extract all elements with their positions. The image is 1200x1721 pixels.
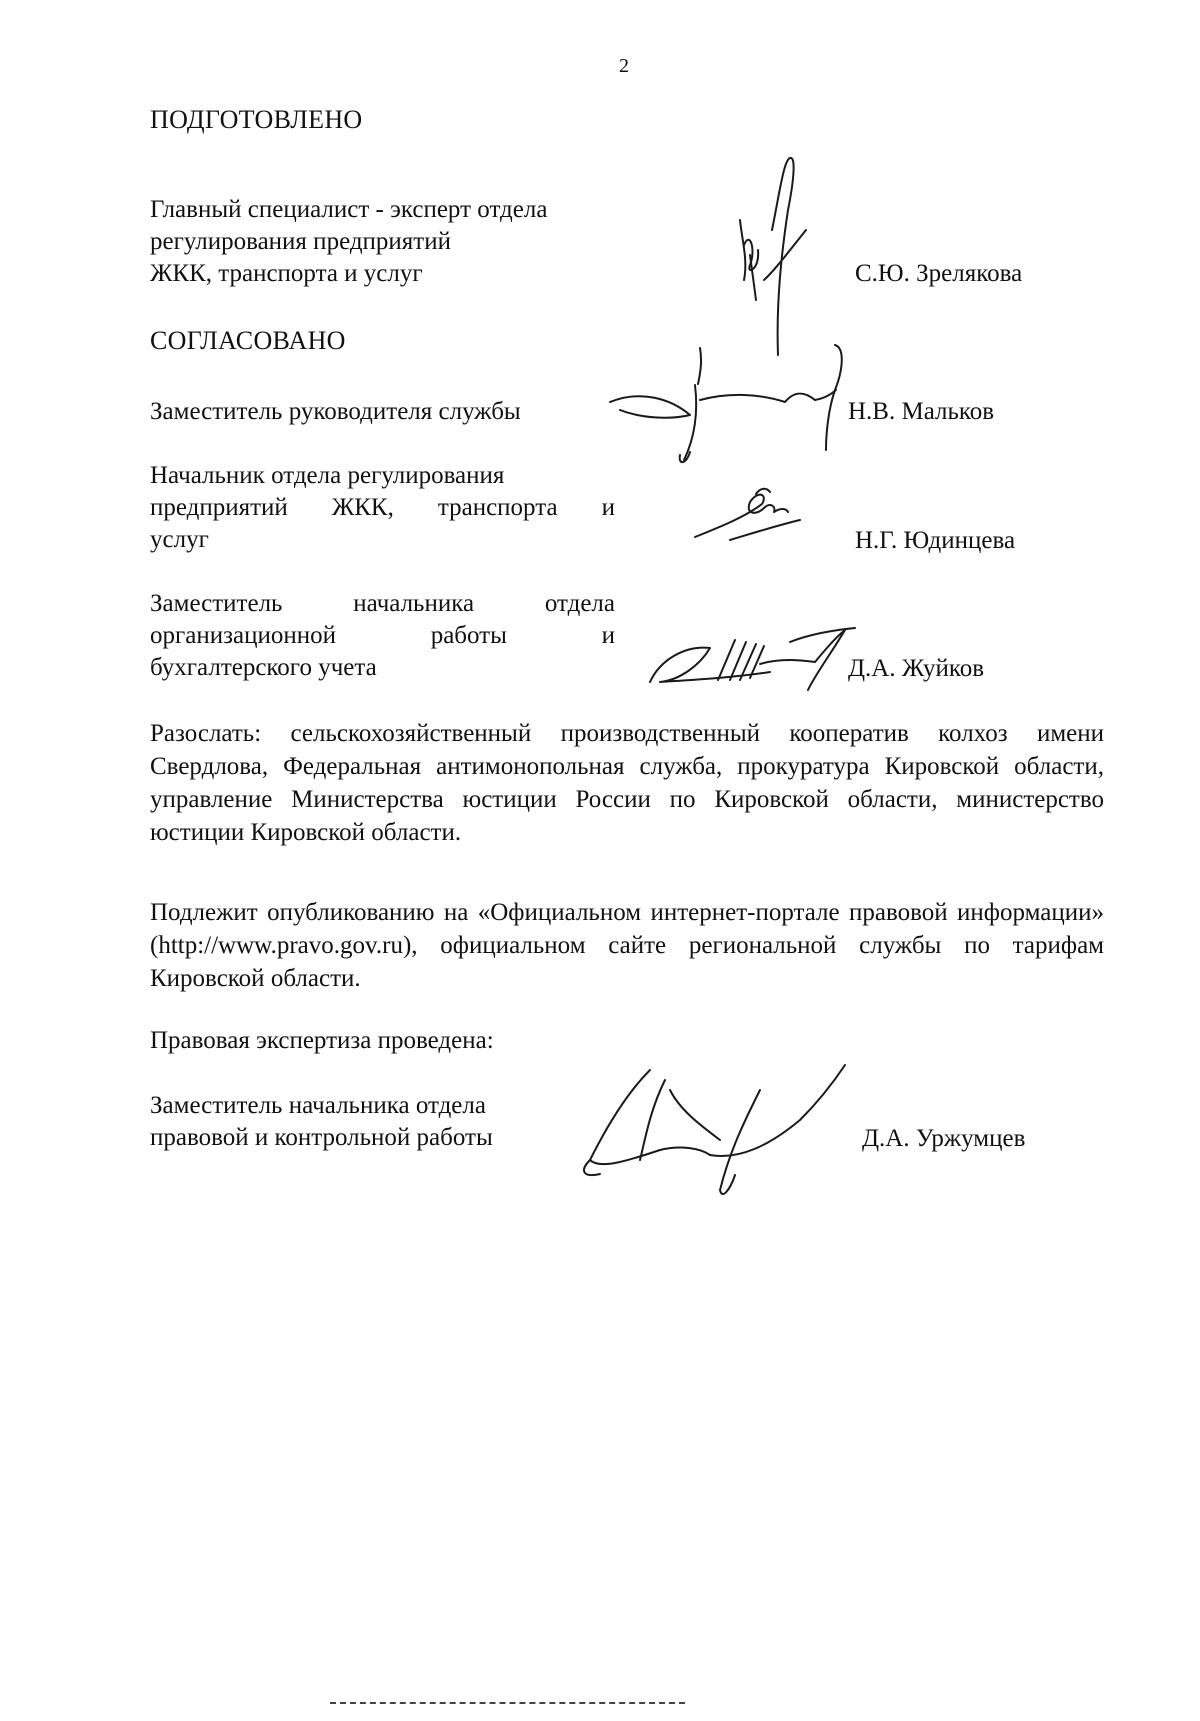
- signature-zrelyakova: [720, 150, 830, 360]
- role-word: и: [601, 622, 615, 649]
- legal-review-role-line: правовой и контрольной работы: [150, 1124, 493, 1151]
- role-word: и: [601, 494, 615, 521]
- prepared-role-line: ЖКК, транспорта и услуг: [150, 260, 423, 287]
- prepared-role-line: регулирования предприятий: [150, 228, 451, 255]
- prepared-role: [150, 194, 615, 290]
- role-word: Заместитель: [150, 590, 283, 617]
- agreed-role-line: бухгалтерского учета: [150, 654, 377, 681]
- role-word: начальника: [353, 590, 475, 617]
- agreed-role-2: [150, 460, 615, 556]
- agreed-name-1: Н.В. Мальков: [848, 398, 995, 425]
- signature-yudintseva: [690, 482, 810, 552]
- distribution-paragraph: Разослать: сельскохозяйственный производственный кооператив колхоз имени Свердлова, Федеральная антимонопольная служба, прокуратура Кировской области, управление Министерства юстиции России по Кировской области, министерство юстиции Кировской области.: [150, 720, 1104, 846]
- legal-review-role-line: Заместитель начальника отдела: [150, 1092, 486, 1119]
- agreed-role-1: [150, 396, 615, 428]
- legal-review-heading: Правовая экспертиза проведена:: [150, 1027, 494, 1054]
- prepared-role-line: Главный специалист - эксперт отдела: [150, 196, 548, 223]
- role-word: ЖКК,: [331, 494, 394, 521]
- agreed-role-line: [150, 620, 615, 652]
- role-word: организационной: [150, 622, 336, 649]
- footer-divider: [330, 1702, 685, 1704]
- signature-malkov: [600, 340, 870, 470]
- agreed-name-2: Н.Г. Юдинцева: [855, 527, 1016, 554]
- signature-urzhumtsev: [570, 1050, 850, 1200]
- role-word: предприятий: [150, 494, 288, 521]
- role-word: транспорта: [437, 494, 558, 521]
- signature-zhuykov: [640, 620, 860, 700]
- agreed-name-3: Д.А. Жуйков: [848, 655, 985, 682]
- agreed-role-line: Заместитель руководителя службы: [150, 398, 521, 425]
- agreed-role-3: [150, 588, 615, 684]
- agreed-role-line: услуг: [150, 526, 209, 553]
- prepared-heading: ПОДГОТОВЛЕНО: [150, 105, 363, 134]
- legal-review-name: Д.А. Уржумцев: [862, 1125, 1026, 1152]
- agreed-heading: СОГЛАСОВАНО: [150, 326, 346, 355]
- page-number: 2: [619, 55, 629, 77]
- prepared-name: С.Ю. Зрелякова: [855, 260, 1023, 287]
- legal-review-role: [150, 1090, 615, 1154]
- role-word: работы: [430, 622, 507, 649]
- publication-paragraph: Подлежит опубликованию на «Официальном интернет-портале правовой информации» (http://www.pravo.gov.ru), официальном сайте региональной службы по тарифам Кировской области.: [150, 899, 1104, 992]
- agreed-role-line: [150, 492, 615, 524]
- role-word: отдела: [544, 590, 615, 617]
- agreed-role-line: Начальник отдела регулирования: [150, 462, 505, 489]
- agreed-role-line: [150, 588, 615, 620]
